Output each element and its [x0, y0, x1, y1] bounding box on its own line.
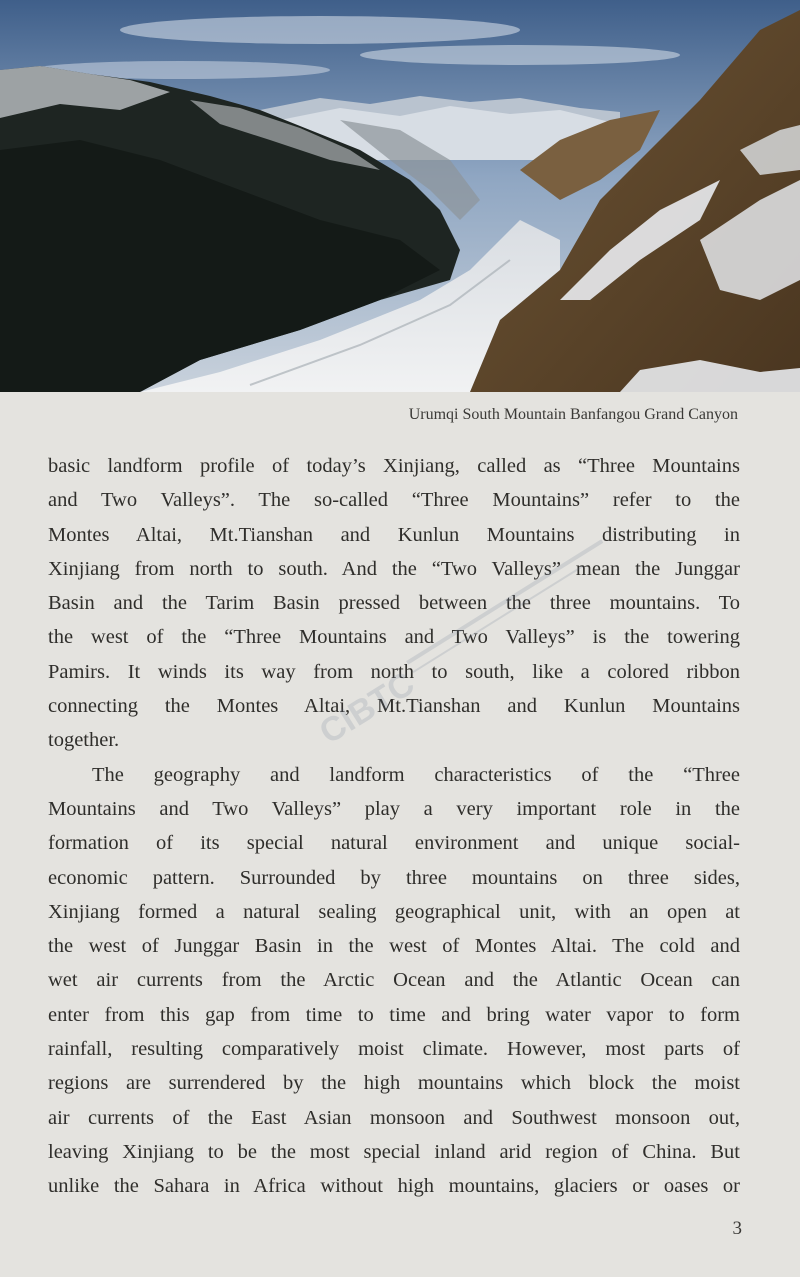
photo-caption: Urumqi South Mountain Banfangou Grand Canyon	[408, 406, 738, 423]
text-line: economic pattern. Surrounded by three mountains on three sides,	[48, 866, 740, 889]
text-line: the west of the “Three Mountains and Two Valleys” is the towering	[48, 626, 740, 649]
text-line: enter from this gap from time to time and bring water vapor to form	[48, 1003, 740, 1026]
text-line: and Two Valleys”. The so-called “Three Mountains” refer to the	[48, 489, 740, 512]
canyon-photo-illustration	[0, 0, 800, 392]
text-line: Montes Altai, Mt.Tianshan and Kunlun Mountains distributing in	[48, 523, 740, 546]
text-line: Xinjiang from north to south. And the “Two Valleys” mean the Junggar	[48, 557, 740, 580]
watermark-text: CIBTC	[312, 664, 422, 752]
text-line: air currents of the East Asian monsoon and Southwest monsoon out,	[48, 1106, 740, 1129]
text-line: Basin and the Tarim Basin pressed between the three mountains. To	[48, 592, 740, 615]
text-line: basic landform profile of today’s Xinjiang, called as “Three Mountains	[48, 455, 740, 477]
paragraph-2	[48, 758, 740, 1204]
page-number: 3	[732, 1218, 742, 1239]
text-line: connecting the Montes Altai, Mt.Tianshan and Kunlun Mountains	[48, 695, 740, 718]
canyon-photo	[0, 0, 800, 392]
text-line: Xinjiang formed a natural sealing geographical unit, with an open at	[48, 900, 740, 923]
text-line: unlike the Sahara in Africa without high mountains, glaciers or oases or	[48, 1175, 740, 1198]
text-line: Pamirs. It winds its way from north to south, like a colored ribbon	[48, 660, 740, 683]
paragraph-1	[48, 449, 740, 758]
text-line: the west of Junggar Basin in the west of Montes Altai. The cold and	[48, 935, 740, 958]
text-line: leaving Xinjiang to be the most special inland arid region of China. But	[48, 1140, 740, 1163]
text-line: regions are surrendered by the high mountains which block the moist	[48, 1072, 740, 1095]
body-text	[48, 449, 740, 1204]
text-line: The geography and landform characteristics of the “Three	[92, 763, 740, 786]
text-line: formation of its special natural environment and unique social-	[48, 832, 740, 855]
text-line: Mountains and Two Valleys” play a very important role in the	[48, 797, 740, 820]
text-line: together.	[48, 729, 120, 752]
text-line: rainfall, resulting comparatively moist climate. However, most parts of	[48, 1038, 740, 1061]
text-line: wet air currents from the Arctic Ocean and the Atlantic Ocean can	[48, 969, 740, 992]
